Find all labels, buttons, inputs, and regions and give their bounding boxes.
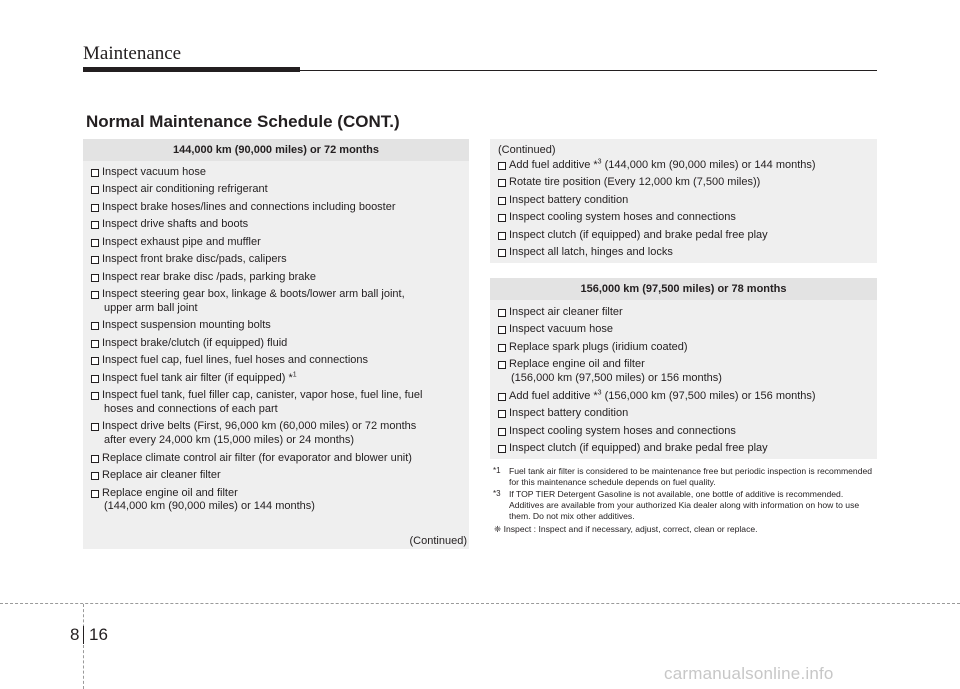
checkbox-icon [91, 472, 99, 480]
item-subtext: hoses and connections of each part [104, 403, 278, 415]
checklist-item [498, 159, 869, 173]
checklist-item [498, 442, 869, 456]
item-text: Inspect vacuum hose [102, 166, 206, 178]
checkbox-icon [91, 357, 99, 365]
checklist-item [91, 319, 461, 333]
item-text: Inspect front brake disc/pads, calipers [102, 253, 287, 266]
checkbox-icon [498, 344, 506, 352]
checkbox-icon [498, 393, 506, 401]
watermark: carmanualsonline.info [664, 664, 834, 683]
checkbox-icon [498, 445, 506, 453]
footnote-ref: 1 [292, 371, 297, 379]
item-text: Inspect all latch, hinges and locks [509, 246, 673, 259]
footnote [490, 489, 877, 522]
checklist-item [91, 253, 461, 267]
item-subtext: after every 24,000 km (15,000 miles) or 24 months) [104, 434, 355, 447]
checkbox-icon [498, 428, 506, 436]
checkbox-icon [498, 197, 506, 205]
footnote-mark: *1 [493, 466, 501, 475]
checkbox-icon [498, 179, 506, 187]
item-text: Inspect clutch (if equipped) and brake pedal free play [509, 441, 768, 454]
item-text: Inspect exhaust pipe and muffler [102, 235, 261, 248]
item-text: Inspect suspension mounting bolts [102, 319, 271, 332]
item-text-tail: (156,000 km (97,500 miles) or 156 months) [601, 389, 816, 402]
checkbox-icon [498, 214, 506, 222]
item-text: Inspect drive belts (First, 96,000 km (60,000 miles) or 72 months [102, 420, 417, 433]
checklist-item [498, 390, 869, 404]
checkbox-icon [91, 490, 99, 498]
schedule-panel-continued [490, 139, 877, 263]
item-text: Inspect cooling system hoses and connections [509, 211, 736, 224]
checkbox-icon [91, 322, 99, 330]
checklist-item [498, 306, 869, 320]
item-text: Inspect vacuum hose [509, 323, 613, 336]
header-bar [83, 67, 300, 72]
item-text: Add fuel additive * [509, 159, 598, 171]
footnote [490, 466, 877, 488]
checklist-item [498, 229, 869, 243]
checkbox-icon [498, 309, 506, 317]
checkbox-icon [91, 204, 99, 212]
checkbox-icon [498, 249, 506, 257]
checklist-item [91, 166, 461, 180]
item-subtext: (156,000 km (97,500 miles) or 156 months) [511, 372, 722, 385]
footnote-mark: *3 [493, 489, 501, 498]
continued-label: (Continued) [498, 144, 556, 156]
checkbox-icon [91, 375, 99, 383]
item-text: Replace engine oil and filter [102, 486, 238, 499]
checkbox-icon [91, 239, 99, 247]
checklist-item [498, 246, 869, 260]
footnote-ref: 3 [597, 388, 602, 396]
item-text: Inspect cooling system hoses and connections [509, 424, 736, 437]
checklist [83, 166, 469, 514]
checklist-item [91, 288, 461, 315]
checklist-item [498, 194, 869, 208]
checklist [490, 306, 877, 456]
item-text: Replace spark plugs (iridium coated) [509, 340, 688, 353]
checklist-item [498, 358, 869, 385]
item-text: Inspect fuel tank air filter (if equipped) * [102, 371, 293, 384]
panel-heading: 156,000 km (97,500 miles) or 78 months [490, 278, 877, 300]
checkbox-icon [91, 291, 99, 299]
page-number: 16 [89, 625, 108, 644]
item-text: Inspect brake/clutch (if equipped) fluid [102, 336, 288, 349]
checkbox-icon [498, 232, 506, 240]
checklist-item [91, 389, 461, 416]
checklist-item [498, 425, 869, 439]
page-footer-rule [0, 603, 960, 604]
item-text: Replace air cleaner filter [102, 469, 221, 482]
checkbox-icon [498, 361, 506, 369]
item-subtext: (144,000 km (90,000 miles) or 144 months) [104, 500, 315, 513]
page-footer-vline [83, 604, 84, 689]
item-text: Inspect fuel cap, fuel lines, fuel hoses and connections [102, 354, 369, 367]
checklist-item [91, 337, 461, 351]
header-title: Maintenance [83, 43, 182, 64]
item-text: Inspect drive shafts and boots [102, 218, 249, 231]
item-subtext: upper arm ball joint [104, 301, 198, 314]
checkbox-icon [91, 221, 99, 229]
item-text: Rotate tire position (Every 12,000 km (7,500 miles)) [509, 176, 761, 189]
checklist-item [498, 323, 869, 337]
checkbox-icon [91, 274, 99, 282]
footnote-text: Fuel tank air filter is considered to be maintenance free but periodic inspection is recommended for this maintenance schedule depends on fuel quality. [509, 466, 873, 487]
footnotes [490, 466, 877, 535]
item-text: Add fuel additive * [509, 389, 598, 402]
checklist-item [498, 407, 869, 421]
schedule-panel-144000 [83, 139, 469, 549]
footnote-ref: 3 [597, 158, 602, 166]
chapter-number: 8 [70, 625, 80, 644]
panel-heading: 144,000 km (90,000 miles) or 72 months [83, 139, 469, 161]
item-text: Inspect fuel tank, fuel filler cap, canister, vapor hose, fuel line, fuel [102, 389, 423, 402]
header-rule [300, 70, 877, 71]
checklist-item [91, 271, 461, 285]
checkbox-icon [91, 455, 99, 463]
item-text: Replace climate control air filter (for evaporator and blower unit) [102, 451, 412, 464]
item-text-tail: (144,000 km (90,000 miles) or 144 months) [601, 159, 816, 171]
item-text: Inspect air conditioning refrigerant [102, 183, 268, 196]
checklist-item [91, 236, 461, 250]
item-text: Inspect battery condition [509, 193, 629, 206]
checklist-item [91, 354, 461, 368]
checklist [490, 159, 877, 260]
checkbox-icon [91, 169, 99, 177]
schedule-panel-156000 [490, 278, 877, 459]
continued-label: (Continued) [409, 535, 467, 547]
item-text: Inspect steering gear box, linkage & boots/lower arm ball joint, [102, 288, 405, 301]
checkbox-icon [498, 326, 506, 334]
checklist-item [498, 176, 869, 190]
checklist-item [91, 420, 461, 447]
item-text: Inspect air cleaner filter [509, 306, 623, 318]
checklist-item [498, 341, 869, 355]
checkbox-icon [91, 423, 99, 431]
checklist-item [91, 201, 461, 215]
checkbox-icon [91, 186, 99, 194]
item-text: Inspect brake hoses/lines and connections including booster [102, 200, 396, 213]
checklist-item [91, 218, 461, 232]
item-text: Inspect battery condition [509, 407, 629, 420]
item-text: Replace engine oil and filter [509, 358, 645, 371]
page-number-divider [83, 626, 84, 644]
item-text: Inspect rear brake disc /pads, parking brake [102, 270, 317, 283]
footnote-text: If TOP TIER Detergent Gasoline is not available, one bottle of additive is recommended. Additives are available from your authorized Kia dealer along with information on how to use them. Do not mix other additives. [509, 489, 860, 521]
section-title: Normal Maintenance Schedule (CONT.) [86, 112, 400, 131]
checklist-item [91, 372, 461, 386]
item-text: Inspect clutch (if equipped) and brake pedal free play [509, 228, 768, 241]
checklist-item [91, 183, 461, 197]
checkbox-icon [91, 340, 99, 348]
checkbox-icon [91, 256, 99, 264]
checklist-item [91, 452, 461, 466]
checkbox-icon [91, 392, 99, 400]
checkbox-icon [498, 162, 506, 170]
checklist-item [91, 487, 461, 514]
checkbox-icon [498, 410, 506, 418]
checklist-item [498, 211, 869, 225]
checklist-item [91, 469, 461, 483]
inspect-note: ❈ Inspect : Inspect and if necessary, adjust, correct, clean or replace. [494, 524, 758, 534]
